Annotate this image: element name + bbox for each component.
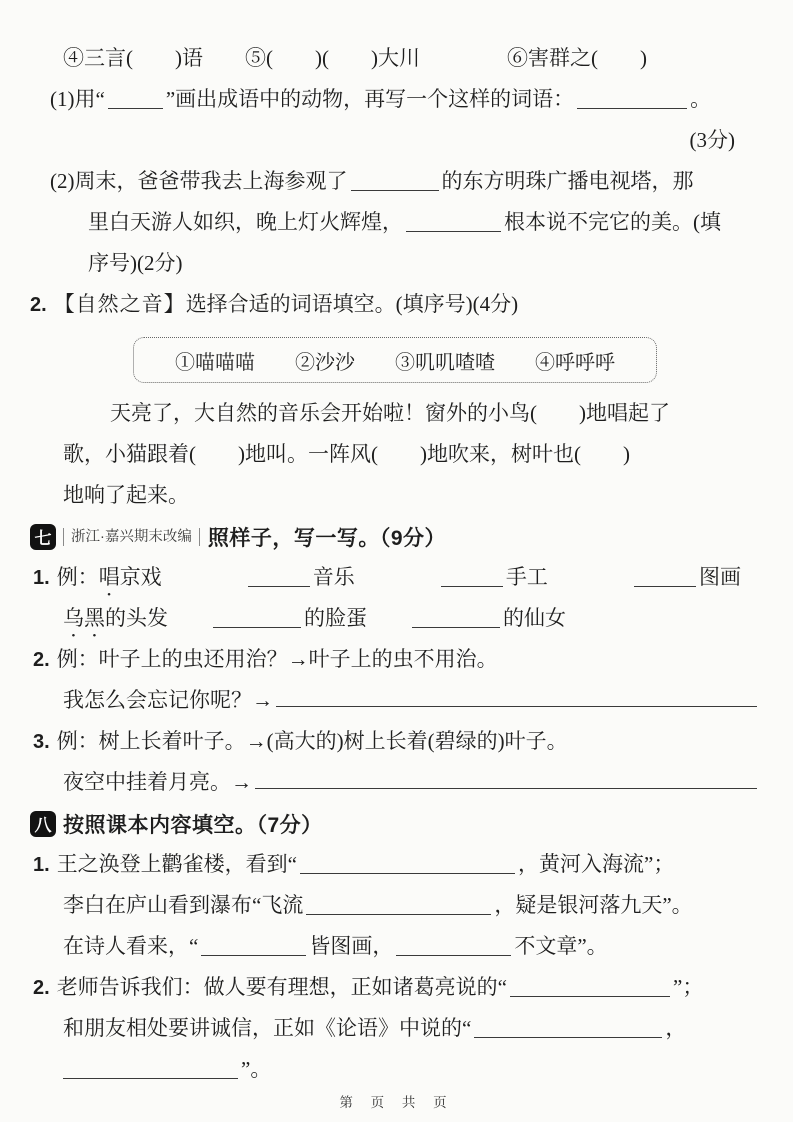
question-text: 。 [690,87,712,111]
blank-underline [300,851,515,874]
example-text [63,598,168,642]
question-text: ”； [673,975,704,999]
fill-word: 音乐 [312,565,355,589]
item-2-prompt [30,680,763,721]
blank-underline [474,1015,662,1038]
blank-underline [276,684,757,707]
score-line [30,120,763,161]
item-number: 2. [33,649,50,671]
option-item: ③叽叽喳喳 [395,351,495,374]
blank-underline [108,86,163,109]
question-text: (1)用“ [50,87,105,111]
source-tag: 浙江·嘉兴期末改编 [63,528,200,546]
example-label: 例： [56,565,99,589]
fill-word: 的仙女 [503,606,566,630]
item-3-prompt [30,762,763,803]
question-text: (2)周末，爸爸带我去上海参观了 [50,169,348,193]
example-emph-char: 唱 [98,565,120,589]
question-tag: 【自然之音】 [53,292,186,316]
example-emph-char: 乌黑 [63,606,105,630]
paragraph-text: 地响了起来。 [63,483,189,507]
page-footer-text: 第 页 共 页 [339,1095,454,1110]
s8-q1-line-2 [30,885,763,926]
blank-underline [201,933,306,956]
question-1-line [30,79,763,120]
blank-underline [248,564,310,587]
blank-underline [63,1056,238,1079]
question-2-line-1 [30,161,763,202]
question-text: 皆图画， [309,934,394,958]
blank-underline [577,86,687,109]
prompt-text: 我怎么会忘记你呢？→ [63,688,273,712]
idiom-row [30,38,763,79]
item-1-line-1 [30,557,763,598]
fill-word: 图画 [698,565,741,589]
example-rest: 的头发 [105,606,168,630]
question-text: ， [665,1016,687,1040]
paragraph-text: 天亮了，大自然的音乐会开始啦！窗外的小鸟( )地唱起了 [110,401,670,425]
s8-q2-line-2 [30,1008,763,1049]
fill-group [438,557,548,598]
question-2-line-3 [30,243,763,284]
example-text: 例：叶子上的虫还用治？→叶子上的虫不用治。 [56,647,498,671]
question-text: 老师告诉我们：做人要有理想，正如诸葛亮说的“ [56,975,508,999]
score-label: (3分) [689,128,735,152]
item-3-example [30,721,763,762]
question-text: 的东方明珠广播电视塔，那 [441,169,694,193]
blank-underline [351,168,439,191]
question-text: 王之涣登上鹳雀楼，看到“ [56,852,298,876]
example-text [33,557,162,601]
item-number: 1. [33,854,50,876]
question-text: 选择合适的词语填空。(填序号)(4分) [185,292,519,316]
section-badge: 八 [30,811,56,837]
blank-underline [441,564,503,587]
example-text: 例：树上长着叶子。→(高大的)树上长着(碧绿的)叶子。 [56,729,568,753]
question-text: 里白天游人如织，晚上灯火辉煌， [88,210,403,234]
idiom-item: ⑥害群之( ) [506,46,647,70]
question-text: ，黄河入海流”； [518,852,675,876]
prompt-text: 夜空中挂着月亮。→ [63,770,252,794]
option-item: ②沙沙 [295,351,355,374]
question-text: 不文章”。 [514,934,608,958]
paragraph-text: 歌，小猫跟着( )地叫。一阵风( )地吹来，树叶也( ) [63,442,630,466]
s8-q2-line-1 [30,967,763,1008]
blank-underline [213,605,301,628]
paragraph-line-3 [30,475,763,516]
paragraph-line-2 [30,434,763,475]
question-text: 李白在庐山看到瀑布“飞流 [63,893,304,917]
idiom-item: ⑤( )( )大川 [245,46,420,70]
blank-underline [412,605,500,628]
word-options-box [133,337,657,383]
section-7-header [30,516,763,557]
example-rest: 京戏 [119,565,162,589]
s8-q1-line-3 [30,926,763,967]
blank-underline [634,564,696,587]
question-text: 和朋友相处要讲诚信，正如《论语》中说的“ [63,1016,472,1040]
question-text: ”。 [241,1057,272,1081]
section-8-header [30,803,763,844]
blank-underline [255,766,757,789]
item-number: 2. [30,294,47,316]
item-number: 2. [33,977,50,999]
section-badge: 七 [30,524,56,550]
question-2-line-2 [30,202,763,243]
item-2-example [30,639,763,680]
item-number: 3. [33,731,50,753]
fill-word: 的脸蛋 [304,606,367,630]
question-text: ，疑是银河落九天”。 [494,893,693,917]
option-item: ①喵喵喵 [175,351,255,374]
blank-underline [406,209,501,232]
question-text: 在诗人看来，“ [63,934,199,958]
idiom-item: ④三言( )语 [63,46,203,70]
item-1-line-2 [30,598,763,639]
page-footer [30,1091,763,1111]
s8-q1-line-1 [30,844,763,885]
question-text: ”画出成语中的动物，再写一个这样的词语： [165,87,575,111]
blank-underline [306,892,491,915]
question-text: 序号)(2分) [88,251,183,275]
option-item: ④呼呼呼 [535,351,615,374]
question-nature-sounds-header [30,284,763,325]
fill-group [245,557,355,598]
blank-underline [396,933,511,956]
fill-word: 手工 [505,565,548,589]
section-title: 按照课本内容填空。（7分） [63,813,323,837]
fill-group [409,598,566,639]
s8-q2-line-3 [30,1049,763,1090]
blank-underline [510,974,670,997]
fill-group [210,598,367,639]
paragraph-line-1 [30,393,763,434]
question-text: 根本说不完它的美。(填 [504,210,721,234]
item-number: 1. [33,567,50,589]
fill-group [631,557,741,598]
section-title: 照样子，写一写。（9分） [207,526,447,550]
